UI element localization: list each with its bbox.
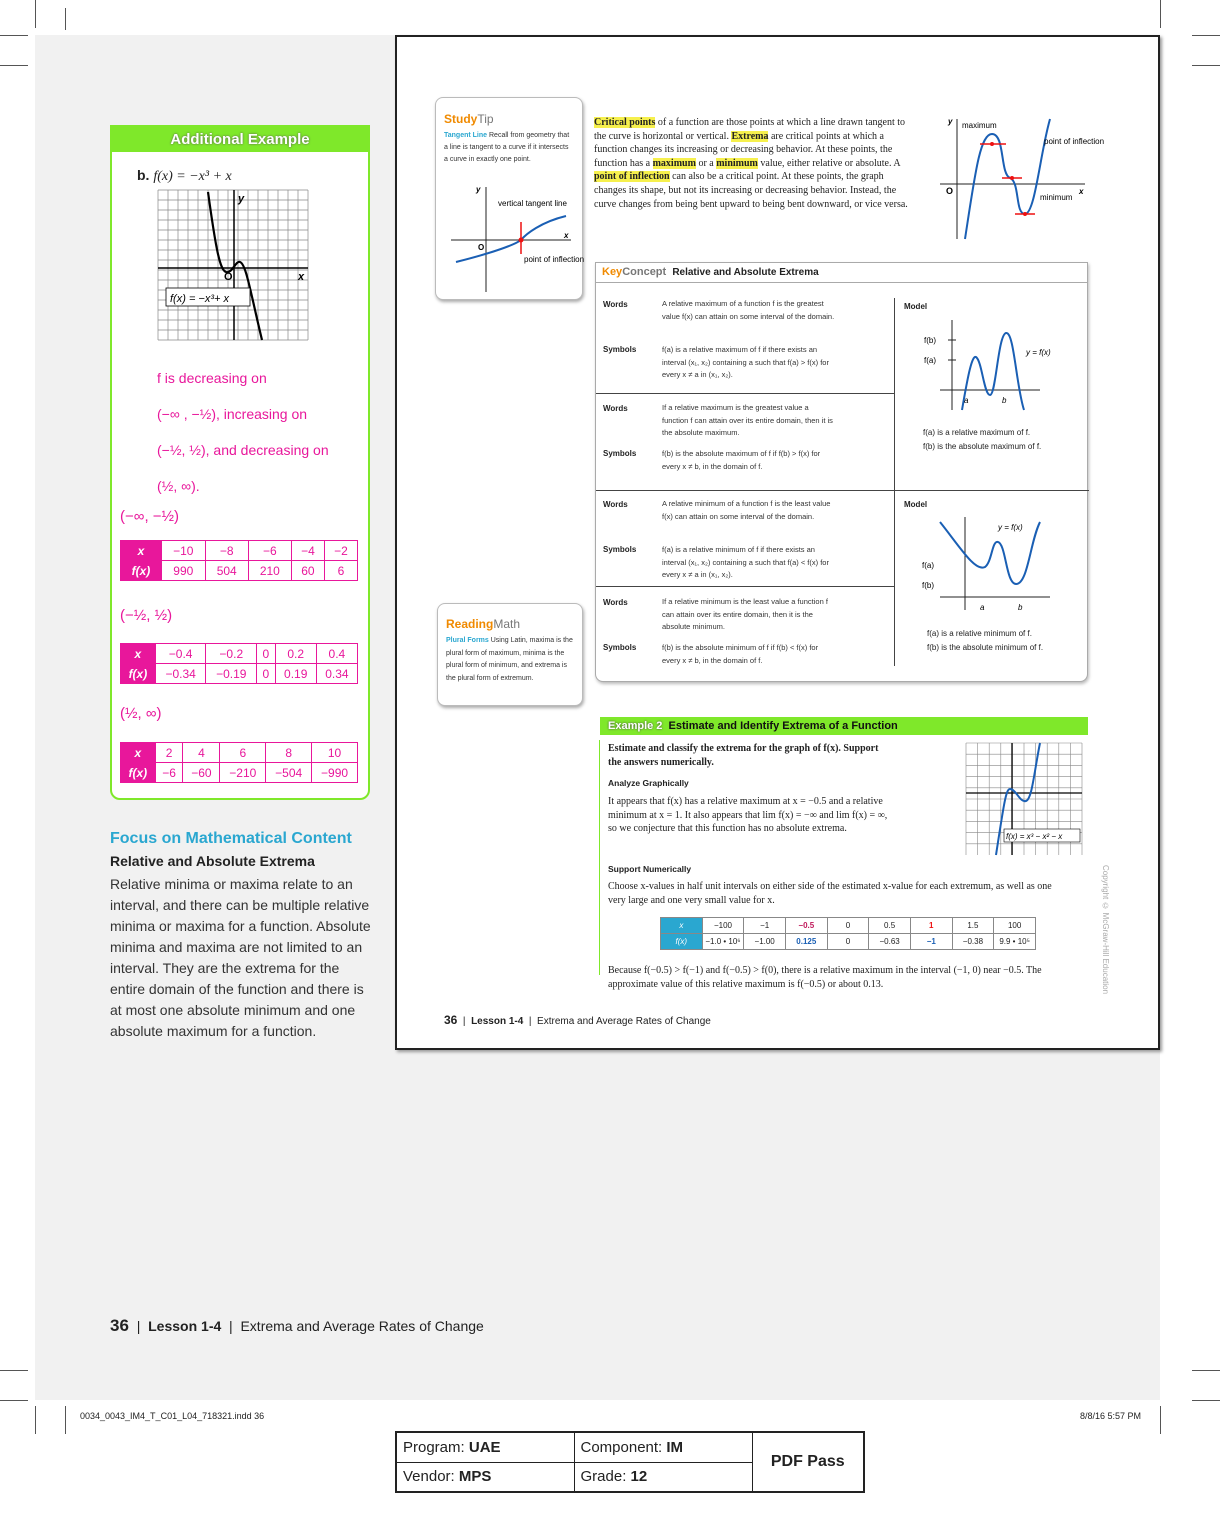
table-cell: −0.4 (155, 644, 206, 664)
table-header: x (661, 918, 703, 934)
axis-y-label: y (476, 185, 481, 194)
reading-math-lead: Plural Forms (446, 637, 489, 644)
label-maximum: maximum (962, 121, 997, 130)
intro-text: can also be a critical point. At these points, the graph changes its shape, but not its increasing or decreasing behavior. Instead, the curve changes from being bent upward to being bent downward, or vice versa. (594, 171, 908, 210)
graph-origin: O (224, 271, 233, 283)
yfx-label: y = f(x) (998, 523, 1023, 532)
interval-label-1: (−∞, −½) (120, 508, 180, 525)
term-point-of-inflection: point of inflection (594, 171, 670, 183)
behavior-line-4: (½, ∞). (157, 478, 200, 494)
example-b-function (137, 167, 232, 185)
kc-words-1: A relative maximum of a function f is the greatest value f(x) can attain on some interval of the domain. (662, 299, 835, 321)
table-cell: 100 (994, 918, 1036, 934)
model-graph-min (920, 512, 1070, 612)
model-label: Model (904, 302, 928, 311)
slug-file: 0034_0043_IM4_T_C01_L04_718321.indd 36 (80, 1411, 265, 1421)
fb-label: f(b) (924, 336, 936, 345)
key-concept-header (596, 263, 1087, 283)
table-cell: 0.2 (275, 644, 316, 664)
fa-label: f(a) (924, 356, 936, 365)
table-cell: −504 (266, 763, 312, 783)
kc-words-2: If a relative maximum is the greatest value a function f can attain over its entire domain, then it is the absolute maximum. (662, 403, 833, 437)
behavior-line-1: f is decreasing on (157, 370, 267, 386)
b-label: b (1002, 396, 1007, 405)
table-row-label: f(x) (121, 664, 156, 684)
symbols-label: Symbols (603, 545, 637, 554)
words-label: Words (603, 404, 628, 413)
example-prompt: Estimate and classify the extrema for the graph of f(x). Support the answers numerically. (608, 743, 879, 768)
additional-example-graph (158, 190, 310, 342)
term-critical-points: Critical points (594, 117, 656, 128)
table-cell: −0.19 (206, 664, 257, 684)
rm-title-a: Reading (446, 617, 494, 631)
kc-title-b: Concept (622, 266, 667, 278)
study-tip-title (444, 112, 494, 126)
table-cell: 0 (827, 918, 869, 934)
table-cell: −100 (702, 918, 744, 934)
inner-lesson: Lesson 1-4 (471, 1016, 524, 1027)
table-cell: 0 (257, 644, 276, 664)
grade-label: Grade: (580, 1468, 627, 1486)
model-graph-max (920, 315, 1070, 415)
yfx-label: y = f(x) (1026, 348, 1051, 357)
tangent-label: vertical tangent line (498, 199, 567, 208)
table-cell: 6 (220, 743, 266, 763)
reading-math-title (446, 617, 520, 631)
values-table-1 (120, 540, 358, 581)
kc-symbols-2: f(b) is the absolute maximum of f if f(b) > f(x) for every x ≠ b, in the domain of f. (662, 449, 821, 471)
study-tip-title-b: Tip (477, 112, 494, 126)
table-cell: 1.5 (952, 918, 994, 934)
table-cell: −0.63 (869, 934, 911, 950)
inner-title: Extrema and Average Rates of Change (537, 1016, 711, 1027)
component-cell (574, 1432, 752, 1462)
inner-footer: 36 | Lesson 1-4 | Extrema and Average Rates of Change (444, 1013, 711, 1027)
study-tip-lead: Tangent Line (444, 132, 488, 139)
values-table-2 (120, 643, 358, 684)
table-cell: −0.2 (206, 644, 257, 664)
table-cell: −6 (248, 541, 291, 561)
table-cell: −210 (220, 763, 266, 783)
table-cell: −0.5 (785, 918, 827, 934)
kc-symbols-3: f(a) is a relative minimum of f if there exists an interval (x₁, x₂) containing a such that f(a) < f(x) for every x ≠ a in (x₁, x₂). (662, 545, 829, 579)
study-tip-title-a: Study (444, 112, 478, 126)
graph-equation: f(x) = x³ − x² − x (1006, 832, 1063, 841)
example-badge: Example 2 (608, 720, 663, 732)
focus-body: Relative minima or maxima relate to an interval, and there can be multiple relative minima or maxima for a function. Absolute minima and maxima are not limited to an interval. They are the extrema for the entire domain of the function and there is at most one absolute minimum and one absolute maximum for a function. (110, 876, 371, 1039)
interval-label-2: (−½, ½) (120, 607, 173, 624)
table-cell: 2 (155, 743, 183, 763)
vendor-cell (396, 1462, 574, 1492)
model2-caption-1: f(a) is a relative minimum of f. (927, 629, 1032, 638)
analyze-paragraph: It appears that f(x) has a relative maximum at x = −0.5 and a relative minimum at x = 1. It also appears that lim f(x) = −∞ and lim f(x) = ∞, so we conjecture that this function has no absolute extrema. (608, 796, 888, 834)
table-cell: 9.9 • 10⁵ (994, 934, 1036, 950)
focus-title: Focus on Mathematical Content (110, 830, 352, 847)
reading-math-text: Using Latin, maxima is the plural form of maximum, minima is the plural form of minimum, and extrema is the plural form of extremum. (446, 637, 573, 682)
origin: O (946, 186, 954, 196)
behavior-line-2: (−∞ , −½), increasing on (157, 406, 308, 422)
a-label: a (964, 396, 969, 405)
label-minimum: minimum (1040, 193, 1073, 202)
b-label: b (1018, 603, 1023, 612)
kc-symbols-4: f(b) is the absolute minimum of f if f(b) < f(x) for every x ≠ b, in the domain of f. (662, 643, 819, 665)
kc-words-4: If a relative minimum is the least value a function f can attain over its entire domain, then it is the absolute minimum. (662, 597, 828, 631)
table-cell: 0 (257, 664, 276, 684)
table-cell: −1 (744, 918, 786, 934)
outer-page-number: 36 (110, 1316, 129, 1335)
example-2-graph (966, 743, 1082, 855)
table-cell: 210 (248, 561, 291, 581)
table-cell: −1.0 • 10⁶ (702, 934, 744, 950)
graph-axis-x: x (298, 271, 305, 283)
copyright: Copyright © McGraw-Hill Education (1101, 865, 1110, 995)
axis-x-label: x (564, 231, 569, 240)
table-row-label: f(x) (121, 561, 162, 581)
support-numerically-heading: Support Numerically (608, 864, 692, 874)
origin-label: O (478, 243, 485, 252)
table-cell: 0 (827, 934, 869, 950)
table-cell: −60 (183, 763, 220, 783)
intro-text: of a function are those points at which a line drawn tangent to the curve is horizontal or vertical. (594, 117, 906, 142)
table-cell: −990 (312, 763, 358, 783)
program-label: Program: (403, 1438, 465, 1456)
outer-lesson: Lesson 1-4 (148, 1318, 222, 1334)
component-value: IM (666, 1438, 684, 1456)
extrema-graph (940, 114, 1105, 244)
model-label: Model (904, 500, 928, 509)
grade-value: 12 (630, 1468, 648, 1486)
kc-words-3: A relative minimum of a function f is the least value f(x) can attain on some interval of the domain. (662, 499, 831, 521)
example-title: Estimate and Identify Extrema of a Function (668, 720, 898, 732)
table-cell: −4 (291, 541, 324, 561)
axis-x: x (1079, 187, 1084, 196)
kc-title-c: Relative and Absolute Extrema (672, 267, 819, 278)
values-table-3 (120, 742, 358, 783)
words-label: Words (603, 300, 628, 309)
tangent-line-graph (446, 182, 585, 292)
additional-example-header: Additional Example (112, 127, 368, 152)
support-paragraph: Choose x-values in half unit intervals on either side of the estimated x-value for each extremum, as well as one very large and one very small value for x. (608, 881, 1052, 906)
symbols-label: Symbols (603, 643, 637, 652)
example-function: f(x) = −x³ + x (153, 169, 232, 184)
table-header: f(x) (661, 934, 703, 950)
a-label: a (980, 603, 985, 612)
symbols-label: Symbols (603, 449, 637, 458)
table-cell: −10 (161, 541, 205, 561)
table-cell: −1 (910, 934, 952, 950)
table-row-label: x (121, 743, 156, 763)
intro-text: or a (695, 157, 717, 169)
words-label: Words (603, 598, 628, 607)
model1-caption-2: f(b) is the absolute maximum of f. (923, 442, 1042, 451)
conclusion-paragraph: Because f(−0.5) > f(−1) and f(−0.5) > f(0), there is a relative maximum in the interval (−1, 0) near −0.5. The approximate value of this relative maximum is f(−0.5) or about 0.13. (608, 965, 1042, 990)
status-cell: PDF Pass (752, 1432, 864, 1492)
table-cell: −0.34 (155, 664, 206, 684)
table-cell: −1.00 (744, 934, 786, 950)
table-row-label: x (121, 644, 156, 664)
intro-text: are critical points at which a function changes its increasing or decreasing behavior. At these points, the function has a (594, 130, 893, 169)
table-cell: 0.5 (869, 918, 911, 934)
component-label: Component: (580, 1438, 663, 1456)
table-cell: 10 (312, 743, 358, 763)
label-poi: point of inflection (1044, 137, 1105, 146)
table-cell: 504 (205, 561, 248, 581)
table-cell: −8 (205, 541, 248, 561)
behavior-line-3: (−½, ½), and decreasing on (157, 442, 329, 458)
words-label: Words (603, 500, 628, 509)
slug-date: 8/8/16 5:57 PM (1080, 1411, 1142, 1421)
poi-label: point of inflection (524, 255, 585, 264)
program-cell (396, 1432, 574, 1462)
interval-label-3: (½, ∞) (120, 705, 162, 722)
graph-axis-y: y (238, 193, 245, 205)
reading-math-callout (437, 603, 583, 706)
model2-caption-2: f(b) is the absolute minimum of f. (927, 643, 1044, 652)
kc-symbols-1: f(a) is a relative maximum of f if there exists an interval (x₁, x₂) containing a such that f(a) > f(x) for every x ≠ a in (x₁, x₂). (662, 345, 829, 379)
inner-page-number: 36 (444, 1013, 458, 1027)
table-cell: 8 (266, 743, 312, 763)
table-cell: 1 (910, 918, 952, 934)
program-value: UAE (468, 1438, 501, 1456)
term-maximum: maximum (652, 157, 696, 169)
table-cell: −6 (155, 763, 183, 783)
table-cell: −0.38 (952, 934, 994, 950)
focus-subtitle: Relative and Absolute Extrema (110, 853, 315, 869)
example-2-header (600, 717, 1088, 735)
table-cell: 990 (161, 561, 205, 581)
study-tip-callout (435, 97, 583, 300)
rm-title-b: Math (493, 617, 521, 631)
table-cell: −2 (324, 541, 357, 561)
table-cell: 0.34 (316, 664, 357, 684)
outer-title: Extrema and Average Rates of Change (240, 1318, 484, 1334)
fa-label: f(a) (922, 561, 934, 570)
fb-label: f(b) (922, 581, 934, 590)
axis-y: y (948, 117, 953, 126)
table-cell: 0.19 (275, 664, 316, 684)
example-label: b. (137, 167, 150, 183)
table-row-label: f(x) (121, 763, 156, 783)
grade-cell (574, 1462, 752, 1492)
term-extrema: Extrema (731, 130, 769, 142)
table-row-label: x (121, 541, 162, 561)
model1-caption-1: f(a) is a relative maximum of f. (923, 428, 1031, 437)
study-tip-text: Recall from geometry that a line is tangent to a curve if it intersects a curve in exactly one point. (444, 132, 570, 163)
table-cell: 0.125 (785, 934, 827, 950)
example-2-table (660, 917, 1036, 950)
graph-function-label: f(x) = −x³+ x (170, 293, 229, 305)
kc-title-a: Key (602, 266, 623, 278)
vendor-value: MPS (458, 1468, 492, 1486)
table-cell: 0.4 (316, 644, 357, 664)
table-cell: 4 (183, 743, 220, 763)
job-info-table (395, 1431, 865, 1493)
outer-footer: 36 | Lesson 1-4 | Extrema and Average Rates of Change (110, 1316, 484, 1335)
table-cell: 6 (324, 561, 357, 581)
vendor-label: Vendor: (403, 1468, 455, 1486)
analyze-graphically-heading: Analyze Graphically (608, 778, 689, 788)
intro-paragraph (594, 116, 910, 211)
term-minimum: minimum (716, 157, 758, 169)
table-cell: 60 (291, 561, 324, 581)
intro-text: value, either relative or absolute. A (757, 157, 901, 169)
symbols-label: Symbols (603, 345, 637, 354)
